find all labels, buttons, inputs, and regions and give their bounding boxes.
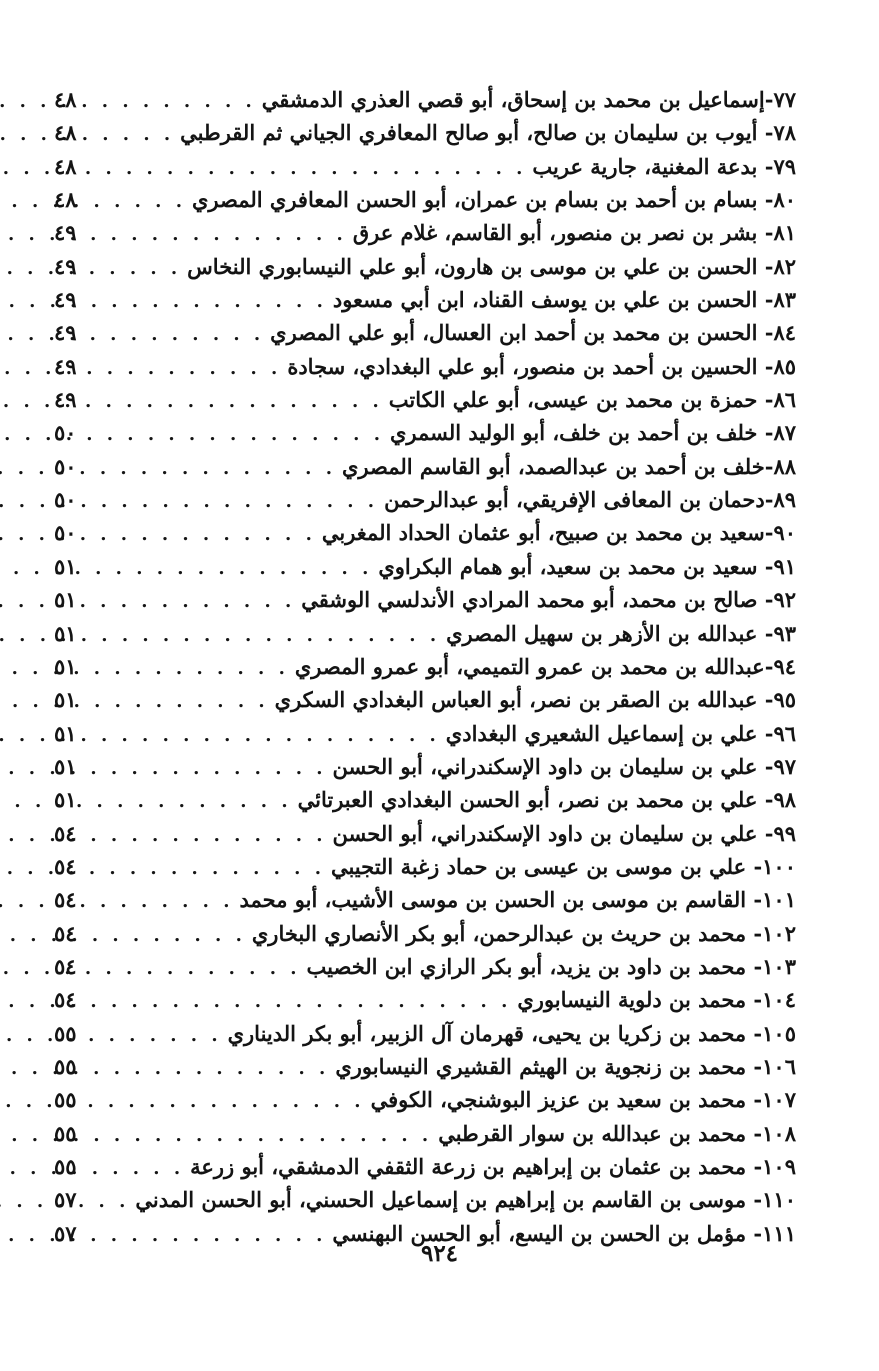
- entry-title: ١٠٧- محمد بن سعيد بن عزيز البوشنجي، الكوفي: [370, 1087, 796, 1113]
- entry-page-number: ٥١: [54, 620, 77, 646]
- entry-page-number: ٥٥: [54, 1087, 77, 1113]
- dot-leader: [84, 491, 384, 512]
- dot-leader: [84, 324, 270, 345]
- entry-page-number: ٥٤: [54, 853, 77, 879]
- toc-entry: [54, 787, 796, 820]
- toc-entry: [54, 287, 796, 320]
- toc-entry: [54, 120, 796, 153]
- page-number: ٩٢٤: [420, 1240, 459, 1267]
- entry-title: ٨٦- حمزة بن محمد بن عيسى، أبو علي الكاتب: [388, 387, 796, 413]
- entry-title: ٧٩- بدعة المغنية، جارية عريب: [532, 153, 796, 179]
- dot-leader: [84, 791, 298, 812]
- toc-entry: [54, 921, 796, 954]
- entry-page-number: ٤٩: [54, 253, 77, 279]
- dot-leader: [84, 658, 295, 679]
- entry-page-number: ٥٥: [54, 1120, 77, 1146]
- dot-leader: [84, 825, 333, 846]
- dot-leader: [84, 991, 517, 1012]
- entry-title: ٧٨- أيوب بن سليمان بن صالح، أبو صالح المعافري الجياني ثم القرطبي: [180, 120, 796, 146]
- entry-page-number: ٤٨: [54, 87, 77, 112]
- entry-title: ٩٩- علي بن سليمان بن داود الإسكندراني، أبو الحسن: [332, 820, 796, 846]
- toc-entry: [54, 354, 796, 387]
- dot-leader: [84, 158, 532, 179]
- toc-entry: [54, 187, 796, 220]
- dot-leader: [84, 1058, 335, 1079]
- dot-leader: [84, 725, 446, 746]
- dot-leader: [84, 91, 262, 112]
- toc-entry: [54, 254, 796, 287]
- toc-entry: [54, 721, 796, 754]
- toc-entry: [54, 454, 796, 487]
- entry-title: ٨٣- الحسن بن علي بن يوسف القناد، ابن أبي مسعود: [332, 287, 796, 313]
- toc-entry: [54, 420, 796, 453]
- toc-entry: [54, 1154, 796, 1187]
- entry-title: ٨٧- خلف بن أحمد بن خلف، أبو الوليد السمري: [389, 420, 796, 446]
- toc-entry: [54, 754, 796, 787]
- table-of-contents: [54, 87, 796, 1254]
- entry-title: ٩٤-عبدالله بن محمد بن عمرو التميمي، أبو عمرو المصري: [294, 653, 796, 679]
- entry-page-number: ٥١: [54, 587, 77, 613]
- dot-leader: [84, 424, 390, 445]
- entry-title: ٧٧-إسماعيل بن محمد بن إسحاق، أبو قصي العذري الدمشقي: [261, 87, 796, 112]
- entry-page-number: ٥١: [54, 553, 77, 579]
- entry-title: ١٠٠- علي بن موسى بن عيسى بن حماد زغبة التجيبي: [330, 853, 796, 879]
- entry-title: ٨٢- الحسن بن علي بن موسى بن هارون، أبو علي النيسابوري النخاس: [187, 253, 796, 279]
- dot-leader: [84, 1125, 438, 1146]
- toc-entry: [54, 1121, 796, 1154]
- entry-page-number: ٥٠: [54, 453, 77, 479]
- toc-entry: [54, 154, 796, 187]
- entry-title: ٩٧- علي بن سليمان بن داود الإسكندراني، أبو الحسن: [332, 753, 796, 779]
- dot-leader: [84, 258, 187, 279]
- entry-page-number: ٥١: [54, 720, 77, 746]
- toc-entry: [54, 520, 796, 553]
- toc-entry: [54, 220, 796, 253]
- toc-entry: [54, 320, 796, 353]
- entry-title: ١١١- مؤمل بن الحسن بن اليسع، أبو الحسن البهنسي: [332, 1220, 796, 1246]
- entry-title: ٨٥- الحسين بن أحمد بن منصور، أبو علي البغدادي، سجادة: [287, 353, 796, 379]
- entry-page-number: ٤٨: [54, 187, 77, 213]
- entry-page-number: ٤٩: [54, 220, 77, 246]
- toc-entry: [54, 1054, 796, 1087]
- entry-title: ٩١- سعيد بن محمد بن سعيد، أبو همام البكراوي: [378, 553, 796, 579]
- entry-title: ٩٦- علي بن إسماعيل الشعيري البغدادي: [445, 720, 796, 746]
- entry-page-number: ٤٩: [54, 353, 77, 379]
- entry-title: ١٠١- القاسم بن موسى بن الحسن بن موسى الأشيب، أبو محمد: [239, 887, 796, 913]
- dot-leader: [84, 1158, 190, 1179]
- dot-leader: [84, 524, 322, 545]
- entry-title: ١٠٨- محمد بن عبدالله بن سوار القرطبي: [438, 1120, 796, 1146]
- entry-page-number: ٤٨: [54, 120, 77, 146]
- entry-page-number: ٥١: [54, 653, 77, 679]
- dot-leader: [84, 391, 389, 412]
- dot-leader: [84, 891, 239, 912]
- dot-leader: [84, 958, 307, 979]
- dot-leader: [84, 124, 180, 145]
- entry-page-number: ٥١: [54, 687, 77, 713]
- entry-title: ٨٠- بسام بن أحمد بن بسام بن عمران، أبو الحسن المعافري المصري: [191, 187, 796, 213]
- entry-page-number: ٥٥: [54, 1154, 77, 1179]
- dot-leader: [84, 1191, 135, 1212]
- toc-entry: [54, 1021, 796, 1054]
- dot-leader: [84, 925, 252, 946]
- entry-title: ٨٤- الحسن بن محمد بن أحمد ابن العسال، أبو علي المصري: [270, 320, 796, 346]
- dot-leader: [84, 625, 446, 646]
- toc-entry: [54, 854, 796, 887]
- entry-page-number: ٥٤: [54, 987, 77, 1013]
- dot-leader: [84, 591, 301, 612]
- entry-page-number: ٤٩: [54, 387, 77, 413]
- dot-leader: [84, 758, 333, 779]
- toc-entry: [54, 621, 796, 654]
- entry-title: ٩٥- عبدالله بن الصقر بن نصر، أبو العباس البغدادي السكري: [274, 687, 796, 713]
- dot-leader: [84, 191, 192, 212]
- dot-leader: [84, 1025, 228, 1046]
- entry-page-number: ٤٩: [54, 287, 77, 313]
- toc-entry: [54, 954, 796, 987]
- toc-entry: [54, 587, 796, 620]
- dot-leader: [84, 558, 378, 579]
- toc-entry: [54, 487, 796, 520]
- toc-entry: [54, 554, 796, 587]
- entry-title: ١٠٩- محمد بن عثمان بن إبراهيم بن زرعة الثقفي الدمشقي، أبو زرعة: [190, 1154, 796, 1179]
- entry-page-number: ٥٤: [54, 953, 77, 979]
- entry-title: ٩٢- صالح بن محمد، أبو محمد المرادي الأندلسي الوشقي: [301, 587, 796, 613]
- entry-page-number: ٤٩: [54, 320, 77, 346]
- entry-page-number: ٥١: [54, 787, 77, 813]
- toc-entry: [54, 887, 796, 920]
- entry-title: ٩٣- عبدالله بن الأزهر بن سهيل المصري: [446, 620, 796, 646]
- toc-entry: [54, 987, 796, 1020]
- entry-title: ١٠٣- محمد بن داود بن يزيد، أبو بكر الرازي ابن الخصيب: [306, 953, 796, 979]
- entry-page-number: ٥٥: [54, 1020, 77, 1046]
- entry-title: ٩٨- علي بن محمد بن نصر، أبو الحسن البغدادي العبرتائي: [297, 787, 796, 813]
- entry-page-number: ٥٤: [54, 887, 77, 913]
- entry-title: ٨١- بشر بن نصر بن منصور، أبو القاسم، غلام عرق: [352, 220, 796, 246]
- entry-title: ١٠٥- محمد بن زكريا بن يحيى، قهرمان آل الزبير، أبو بكر الديناري: [227, 1020, 796, 1046]
- entry-title: ١١٠- موسى بن القاسم بن إبراهيم بن إسماعيل الحسني، أبو الحسن المدني: [135, 1187, 796, 1213]
- entry-title: ١٠٢- محمد بن حريث بن عبدالرحمن، أبو بكر الأنصاري البخاري: [251, 920, 796, 946]
- toc-entry: [54, 1187, 796, 1220]
- entry-page-number: ٥٠: [54, 487, 77, 513]
- entry-page-number: ٥٧: [54, 1187, 77, 1213]
- toc-entry: [54, 1087, 796, 1120]
- dot-leader: [84, 291, 333, 312]
- dot-leader: [84, 358, 287, 379]
- entry-title: ١٠٤- محمد بن دلوية النيسابوري: [517, 987, 796, 1013]
- entry-page-number: ٥١: [54, 753, 77, 779]
- toc-entry: [54, 87, 796, 120]
- dot-leader: [84, 458, 342, 479]
- entry-title: ٨٨-خلف بن أحمد بن عبدالصمد، أبو القاسم المصري: [341, 453, 796, 479]
- entry-page-number: ٥٧: [54, 1220, 77, 1246]
- entry-title: ٩٠-سعيد بن محمد بن صبيح، أبو عثمان الحداد المغربي: [321, 520, 796, 546]
- entry-page-number: ٥٤: [54, 920, 77, 946]
- entry-title: ٨٩-دحمان بن المعافى الإفريقي، أبو عبدالرحمن: [384, 487, 796, 513]
- entry-page-number: ٥٠: [54, 520, 77, 546]
- dot-leader: [84, 691, 275, 712]
- entry-page-number: ٥٠: [54, 420, 77, 446]
- entry-page-number: ٤٨: [54, 153, 77, 179]
- dot-leader: [84, 224, 353, 245]
- entry-title: ١٠٦- محمد بن زنجوية بن الهيثم القشيري النيسابوري: [335, 1053, 796, 1079]
- dot-leader: [84, 1091, 371, 1112]
- entry-page-number: ٥٥: [54, 1053, 77, 1079]
- toc-entry: [54, 821, 796, 854]
- dot-leader: [84, 858, 331, 879]
- entry-page-number: ٥٤: [54, 820, 77, 846]
- toc-entry: [54, 687, 796, 720]
- toc-entry: [54, 654, 796, 687]
- toc-entry: [54, 387, 796, 420]
